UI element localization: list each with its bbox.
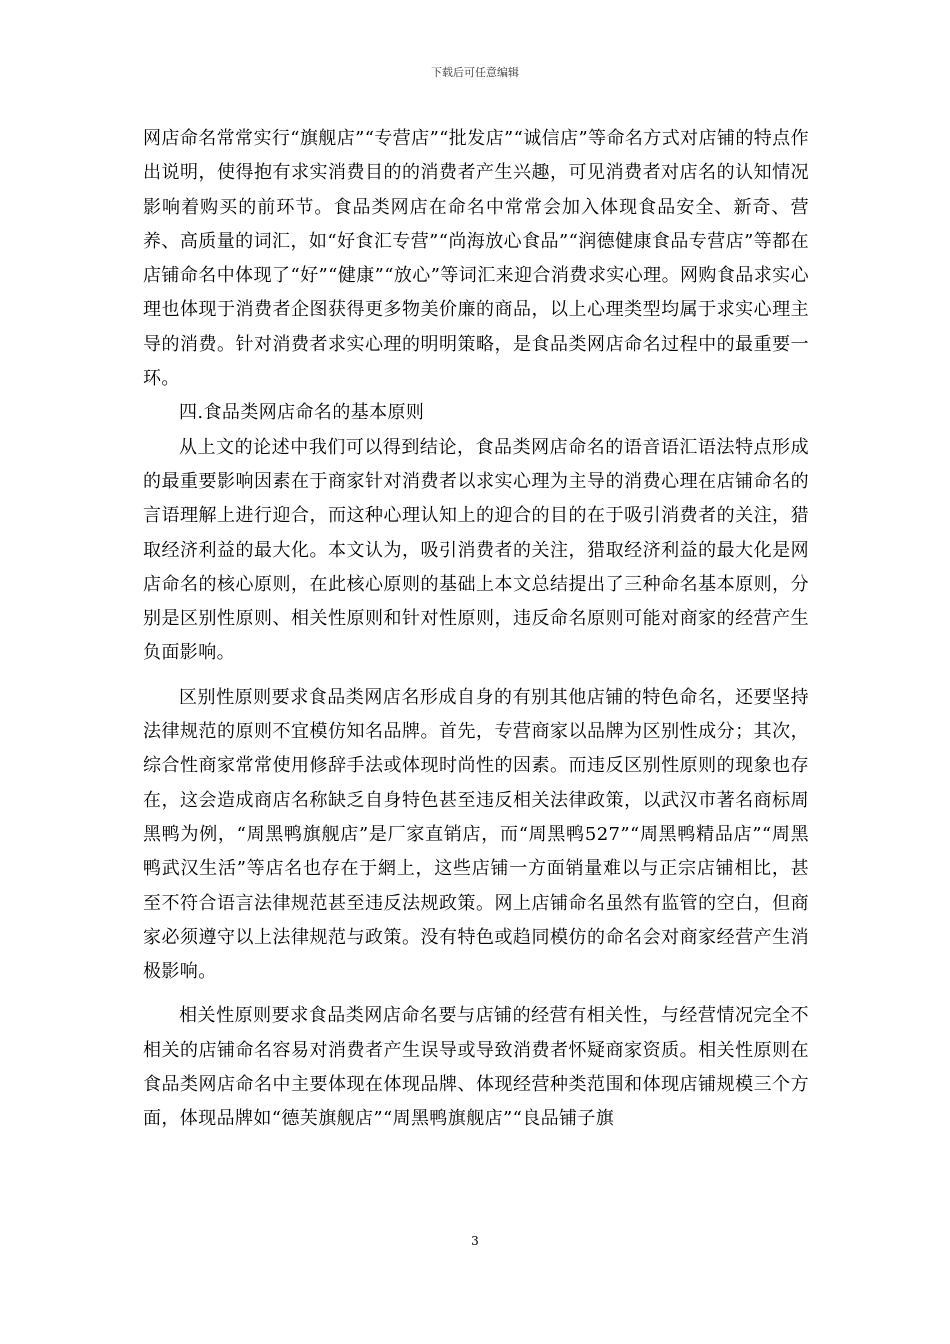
- paragraph-principles-intro: 从上文的论述中我们可以得到结论，食品类网店命名的语音语汇语法特点形成的最重要影响因素在于商家针对消费者以求实心理为主导的消费心理在店铺命名的言语理解上进行迎合，而这种心理认知上的迎合的目的在于吸引消费者的关注，猎取经济利益的最大化。本文认为，吸引消费者的关注，猎取经济利益的最大化是网店命名的核心原则，在此核心原则的基础上本文总结提出了三种命名基本原则，分别是区别性原则、相关性原则和针对性原则，违反命名原则可能对商家的经营产生负面影响。: [143, 436, 809, 664]
- section-heading: 四.食品类网店命名的基本原则: [179, 402, 425, 424]
- paragraph-distinction-principle: 区别性原则要求食品类网店名形成自身的有别其他店铺的特色命名，还要坚持法律规范的原则不宜模仿知名品牌。首先，专营商家以品牌为区别性成分；其次，综合性商家常常使用修辞手法或体现时尚性的因素。而违反区别性原则的现象也存在，这会造成商店名称缺乏自身特色甚至违反相关法律政策，以武汉市著名商标周黑鸭为例，“周黑鸭旗舰店”是厂家直销店，而“周黑鸭527”“周黑鸭精品店”“周黑鸭武汉生活”等店名也存在于網上，这些店铺一方面销量难以与正宗店铺相比，甚至不符合语言法律规范甚至违反法规政策。网上店铺命名虽然有监管的空白，但商家必须遵守以上法律规范与政策。没有特色或趋同模仿的命名会对商家经营产生消极影响。: [143, 686, 809, 983]
- paragraph-continued: 网店命名常常实行“旗舰店”“专营店”“批发店”“诚信店”等命名方式对店铺的特点作出说明，使得抱有求实消费目的的消费者产生兴趣，可见消费者对店名的认知情况影响着购买的前环节。食品类网店在命名中常常会加入体现食品安全、新奇、营养、高质量的词汇，如“好食汇专营”“尚海放心食品”“润德健康食品专营店”等都在店铺命名中体现了“好”“健康”“放心”等词汇来迎合消费求实心理。网购食品求实心理也体现于消费者企图获得更多物美价廉的商品，以上心理类型均属于求实心理主导的消费。针对消费者求实心理的明明策略，是食品类网店命名过程中的最重要一环。: [143, 128, 809, 390]
- page-header: 下载后可任意编辑: [431, 66, 519, 79]
- page-body: [143, 122, 809, 1137]
- paragraph-relevance-principle: 相关性原则要求食品类网店命名要与店铺的经营有相关性，与经营情况完全不相关的店铺命名容易对消费者产生误导或导致消费者怀疑商家资质。相关性原则在食品类网店命名中主要体现在体现品牌、体现经营种类范围和体现店铺规模三个方面，体现品牌如“德芙旗舰店”“周黑鸭旗舰店”“良品铺子旗: [143, 1005, 809, 1130]
- page-number: 3: [471, 1234, 479, 1248]
